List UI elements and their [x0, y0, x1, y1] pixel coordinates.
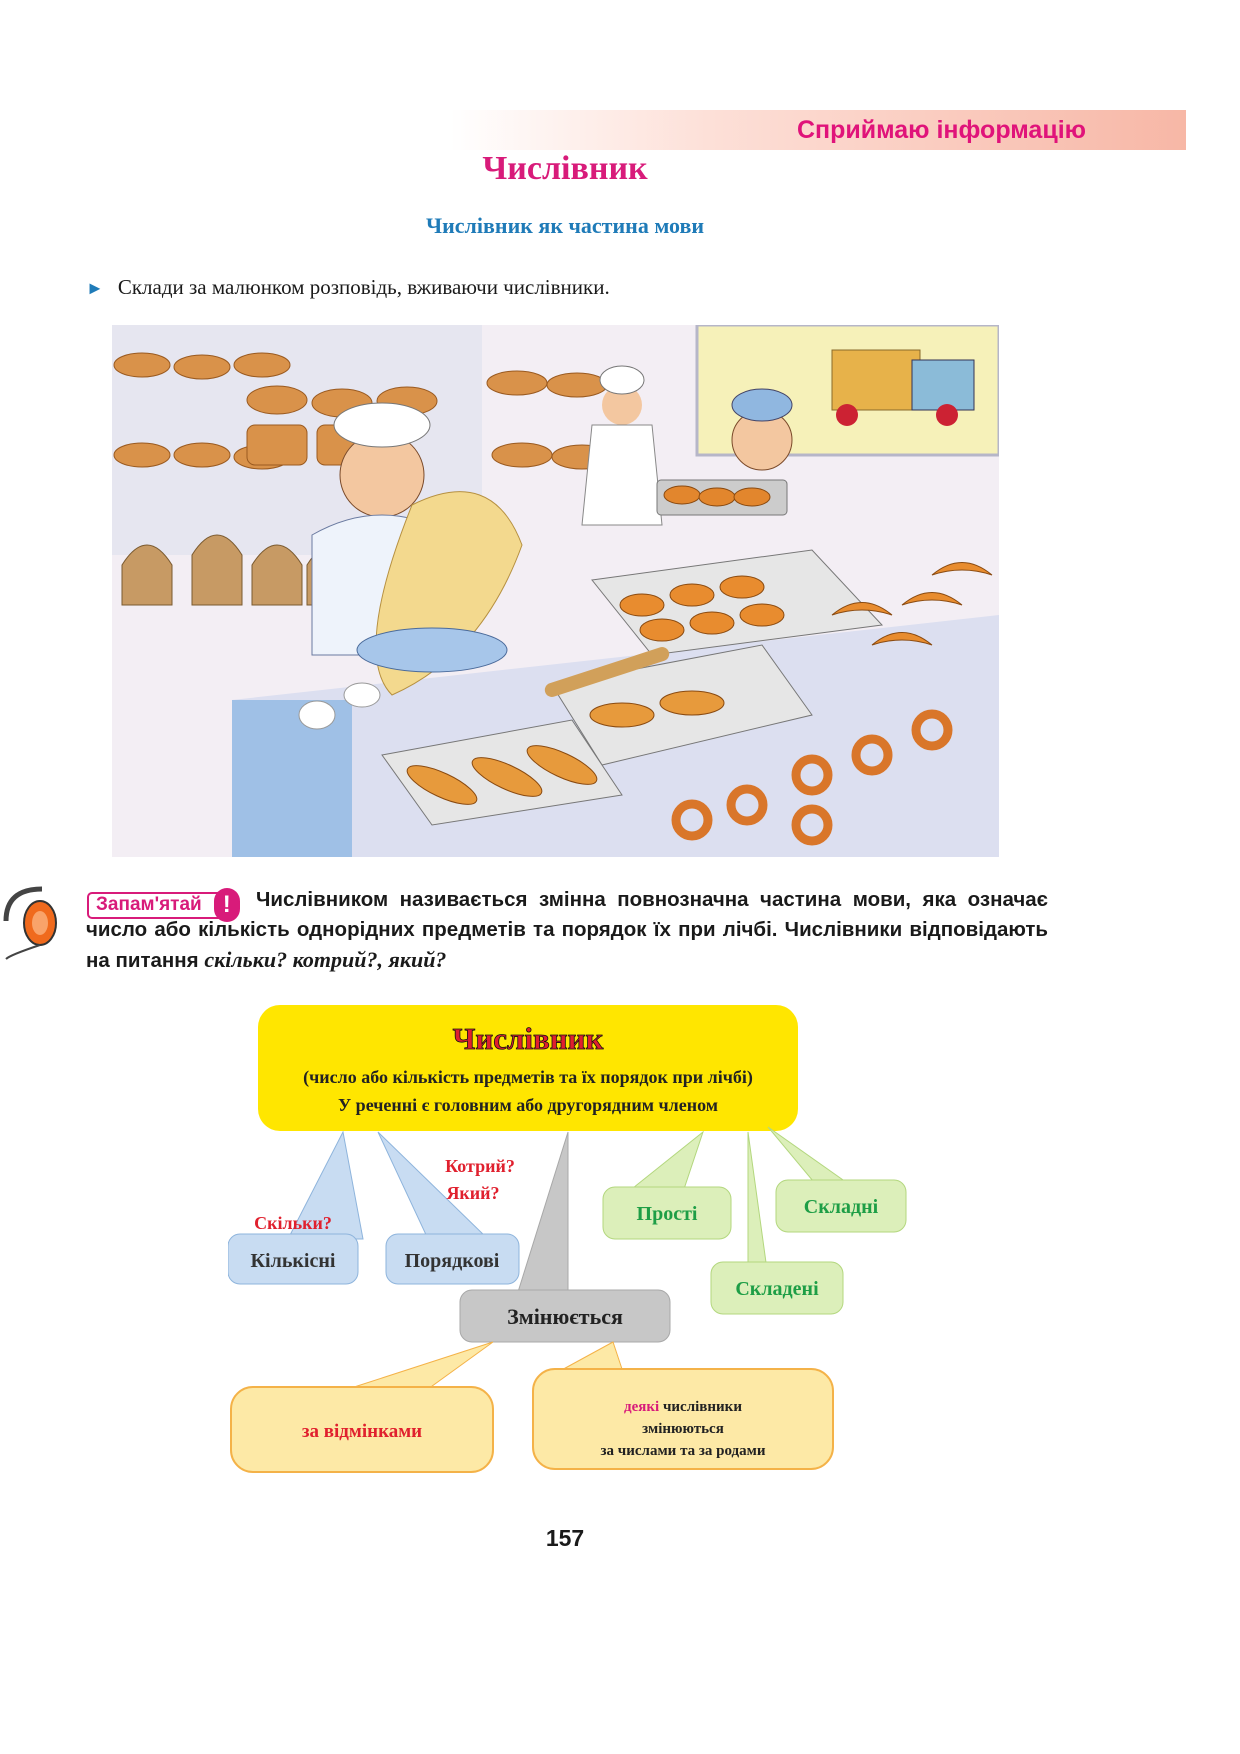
- deiaki-word: деякі: [624, 1399, 660, 1415]
- numeral-diagram: [228, 997, 928, 1477]
- chyslivnyky-word: числівники: [662, 1399, 742, 1415]
- section-label: Сприймаю інформацію: [796, 116, 1086, 144]
- page-title: Числівник: [482, 150, 648, 187]
- question-skilky: Скільки?: [254, 1213, 332, 1233]
- question-kotryi: Котрий?: [445, 1156, 515, 1176]
- skladni-label: Складні: [803, 1196, 879, 1218]
- main-box-title: Числівник: [452, 1021, 604, 1056]
- task: [86, 275, 610, 300]
- svg-text:деякі числівники: [624, 1399, 742, 1415]
- definition-main: Числівником називається змінна повнозначна частина мови, яка означає число або кількість однорідних предметів та порядок їх при лічбі. Числівники відповідають на питання: [86, 888, 1048, 972]
- triangle-arrow-icon: ►: [86, 278, 104, 298]
- skladeni-label: Складені: [735, 1278, 819, 1300]
- page-subtitle: Числівник як частина мови: [425, 213, 705, 238]
- zminiuiutsia-label: змінюються: [642, 1421, 724, 1437]
- poriadkovi-label: Порядкові: [404, 1250, 500, 1272]
- remember-badge-label: Запам'ятай: [96, 894, 202, 915]
- main-box-sub1: (число або кількість предметів та їх порядок при лічбі): [303, 1067, 753, 1087]
- section-banner: [450, 110, 1186, 150]
- bakery-illustration: [112, 325, 999, 857]
- main-box-sub2: У реченні є головним або другорядним членом: [337, 1095, 719, 1115]
- definition-questions: скільки? котрий?, який?: [204, 947, 447, 972]
- kilkisni-label: Кількісні: [250, 1250, 336, 1272]
- exclamation-icon: !: [214, 888, 240, 922]
- task-text: Склади за малюнком розповідь, вживаючи числівники.: [117, 275, 610, 299]
- headphones-icon: [0, 881, 58, 961]
- zminiuietsia-label: Змінюється: [507, 1304, 623, 1329]
- question-yakyi: Який?: [446, 1183, 500, 1203]
- za-chyslamy-label: за числами та за родами: [600, 1443, 766, 1459]
- page-number: 157: [545, 1525, 585, 1551]
- prosti-label: Прості: [636, 1203, 698, 1225]
- za-vidminkamy-label: за відмінками: [301, 1421, 423, 1442]
- definition-text: [86, 885, 1048, 976]
